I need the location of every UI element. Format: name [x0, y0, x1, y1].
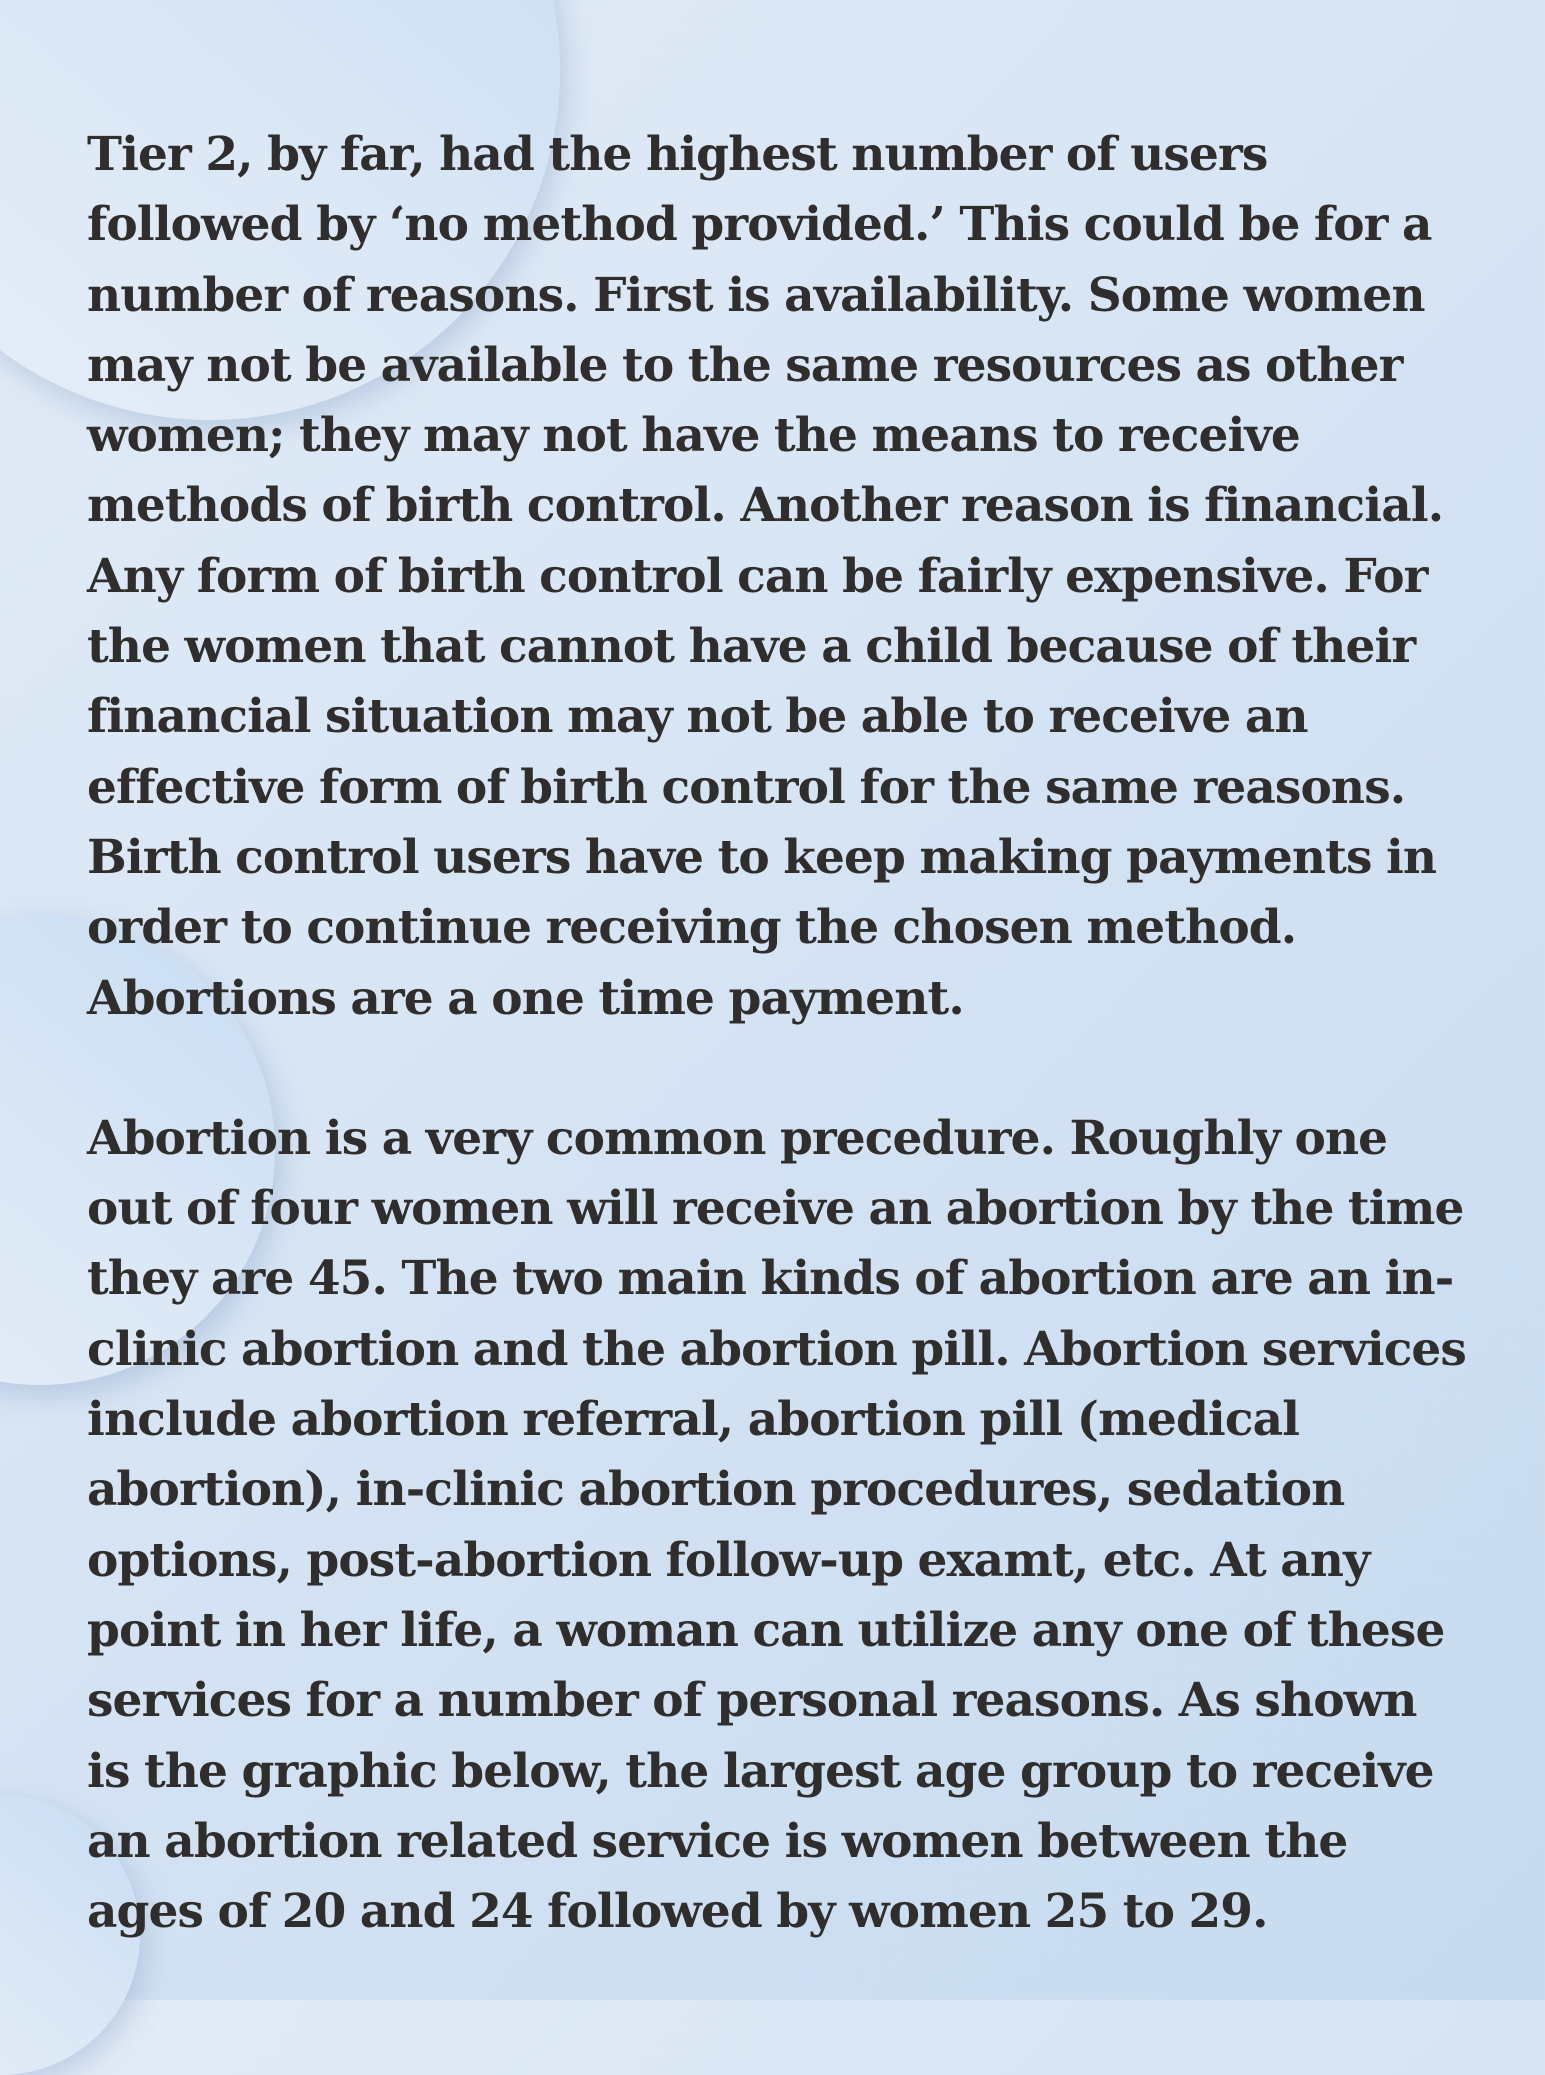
document-body: [87, 120, 1467, 1947]
paragraph-abortion-services: Abortion is a very common precedure. Roughly one out of four women will receive an abortion by the time they are 45. The two main kinds of abortion are an in-clinic abortion and the abortion pill. Abortion services include abortion referral, abortion pill (medical abortion), in-clinic abortion procedures, sedation options, post-abortion follow-up examt, etc. At any point in her life, a woman can utilize any one of these services for a number of personal reasons. As shown is the graphic below, the largest age group to receive an abortion related service is women between the ages of 20 and 24 followed by women 25 to 29.: [87, 1110, 1466, 1940]
paragraph-birth-control-tiers: Tier 2, by far, had the highest number of users followed by ‘no method provided.’ This could be for a number of reasons. First is availability. Some women may not be available to the same resources as other women; they may not have the means to receive methods of birth control. Another reason is financial. Any form of birth control can be fairly expensive. For the women that cannot have a child because of their financial situation may not be able to receive an effective form of birth control for the same reasons. Birth control users have to keep making payments in order to continue receiving the chosen method. Abortions are a one time payment.: [87, 127, 1444, 1026]
